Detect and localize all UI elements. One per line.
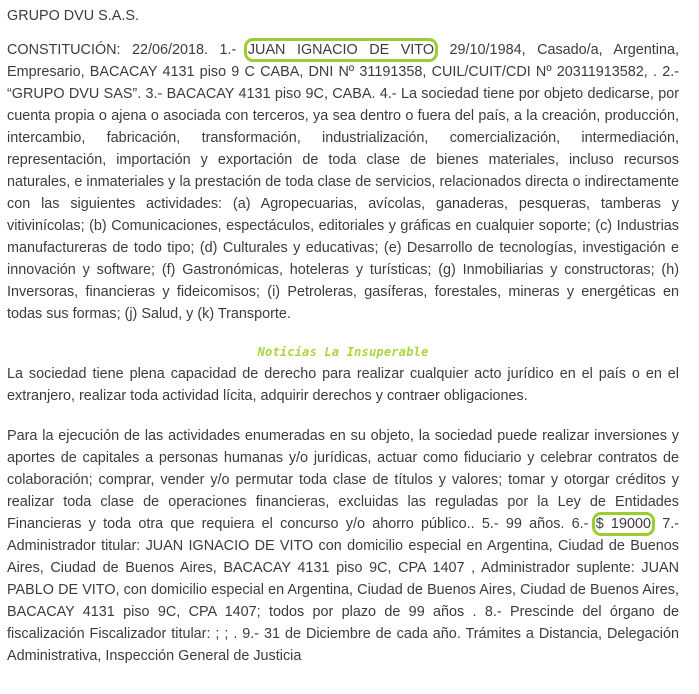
activities-text-rest: . 7.- Administrador titular: JUAN IGNACIO DE VITO con domicilio especial en Argentina, Ciudad de Buenos Aires, Ciudad de Buenos Aires, BACACAY 4131 piso 9C, CPA 1407 , Administrador suplente: JUAN PABLO DE VITO, con domicilio especial en Argentina, Ciudad de Buenos Aires, Ciudad de Buenos Aires, BACACAY 4131 piso 9C, CPA 1407; todos por plazo de 99 años . 8.- Prescinde del órgano de fiscalización Fiscalizador titular: ; ; . 9.- 31 de Diciembre de cada año. Trámites a Distancia, Delegación Administrativa, Inspección General de Justicia [7, 516, 680, 664]
constitution-text-start: CONSTITUCIÓN: 22/06/2018. 1.- [7, 42, 248, 58]
company-title: GRUPO DVU S.A.S. [7, 8, 139, 24]
highlighted-founder-name: JUAN IGNACIO DE VITO [247, 42, 435, 58]
paragraph-activities-administration [7, 425, 679, 667]
paragraph-legal-capacity: La sociedad tiene plena capacidad de derecho para realizar cualquier acto jurídico en el país o en el extranjero, realizar toda actividad lícita, adquirir derechos y contraer obligaciones. [7, 366, 679, 404]
highlighted-capital-amount: $ 19000 [595, 516, 651, 532]
watermark-text: Noticias La Insuperable [257, 345, 429, 359]
paragraph-constitution [7, 39, 679, 325]
constitution-text-rest: , 29/10/1984, Casado/a, Argentina, Empresario, BACACAY 4131 piso 9 C CABA, DNI Nº 31191358, CUIL/CUIT/CDI Nº 20311913582, . 2.- “GRUPO DVU SAS”. 3.- BACACAY 4131 piso 9C, CABA. 4.- La sociedad tiene por objeto dedicarse, por cuenta propia o ajena o asociada con terceros, ya sea dentro o fuera del país, a la creación, producción, intercambio, fabricación, transformación, industrialización, comercialización, intermediación, representación, importación y exportación de toda clase de bienes materiales, incluso recursos naturales, e inmateriales y la prestación de toda clase de servicios, relacionados directa o indirectamente con las siguientes actividades: (a) Agropecuarias, avícolas, ganaderas, pesqueras, tamberas y vitivinícolas; (b) Comunicaciones, espectáculos, editoriales y gráficas en cualquier soporte; (c) Industrias manufactureras de todo tipo; (d) Culturales y educativas; (e) Desarrollo de tecnologías, investigación e innovación y software; (f) Gastronómicas, hoteleras y turísticas; (g) Inmobiliarias y constructoras; (h) Inversoras, financieras y fideicomisos; (i) Petroleras, gasíferas, forestales, mineras y energéticas en todas sus formas; (j) Salud, y (k) Transporte. [7, 42, 679, 322]
activities-text-start: Para la ejecución de las actividades enumeradas en su objeto, la sociedad puede realizar inversiones y aportes de capitales a personas humanas y/o jurídicas, actuar como fiduciario y celebrar contratos de colaboración; comprar, vender y/o permutar toda clase de títulos y valores; tomar y otorgar créditos y realizar toda clase de operaciones financieras, excluidas las reguladas por la Ley de Entidades Financieras y toda otra que requiera el concurso y/o ahorro público.. 5.- 99 años. 6.- [7, 428, 679, 532]
